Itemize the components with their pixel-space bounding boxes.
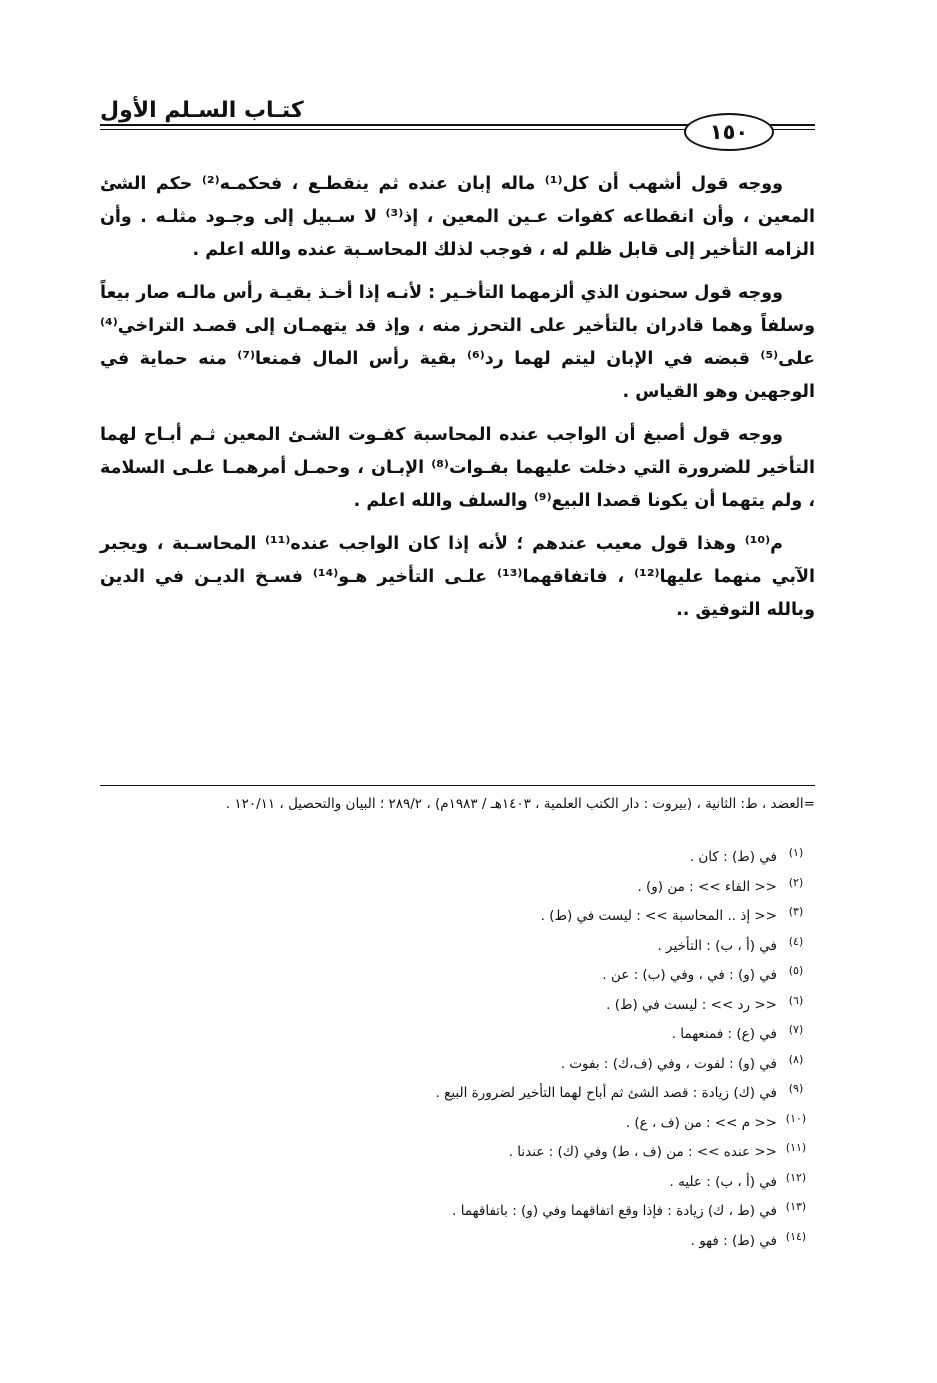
- footnote-text: << م >> : من (ف ، ع) .: [625, 1114, 777, 1131]
- footnote-text: في (ط) : كان .: [689, 849, 777, 865]
- footnote-item: [100, 927, 815, 957]
- footnote-separator: [100, 785, 815, 786]
- footnote-text: << عنده >> : من (ف ، ط) وفي (ك) : عندنا .: [508, 1144, 777, 1160]
- running-header-title: كتـاب السـلم الأول: [100, 98, 304, 123]
- footnote-number: (١٣): [785, 1200, 807, 1213]
- footnote-number: (١٠): [785, 1111, 807, 1125]
- footnote-item: [100, 1015, 815, 1045]
- footnote-number: (٦): [788, 993, 804, 1007]
- footnote-number: (٤): [788, 934, 804, 948]
- footnote-text: في (و) : في ، وفي (ب) : عن .: [602, 967, 777, 983]
- footnote-text: << الفاء >> : من (و) .: [637, 878, 777, 895]
- footnote-item: [100, 1163, 815, 1193]
- paragraph-sahnun: ووجه قول سحنون الذي ألزمهما التأخـير : لأنـه إذا أخـذ بقيـة رأس مالـه صار بيعاً وسلفاً وهما قادران بالتأخير على التحرز منه ، وإذ قد يتهمـان إلى قصـد التراخي⁽⁴⁾ على⁽⁵⁾ قبضه في الإبان ليتم لهما رد⁽⁶⁾ بقية رأس المال فمنعا⁽⁷⁾ منه حماية في الوجهين وهو القياس .: [100, 283, 815, 402]
- footnote-number: (٩): [788, 1082, 804, 1095]
- footnote-number: (٣): [788, 905, 804, 918]
- footnote-number: (١٢): [785, 1170, 807, 1184]
- paragraph-critique: م⁽¹⁰⁾ وهذا قول معيب عندهم ؛ لأنه إذا كان الواجب عنده⁽¹¹⁾ المحاسـبة ، ويجبر الآبي منهما عليها⁽¹²⁾ ، فاتفاقهما⁽¹³⁾ علـى التأخير هـو⁽¹⁴⁾ فسـخ الديـن في الدين وبالله التوفيق ..: [100, 534, 816, 620]
- footnote-number: (٧): [788, 1023, 804, 1036]
- footnote-list: [100, 838, 815, 1251]
- footnote-item: [100, 868, 815, 898]
- paragraph-asbagh: ووجه قول أصبغ أن الواجب عنده المحاسبة كفـوت الشـئ المعين ثـم أبـاح لهما التأخير للضرورة التي دخلت عليهما بفـوات⁽⁸⁾ الإبـان ، وحمـل أمرهمـا علـى السلامة ، ولم يتهما أن يكونا قصدا البيع⁽⁹⁾ والسلف والله اعلم .: [100, 425, 815, 511]
- footnote-item: [100, 956, 815, 986]
- footnote-text: في (أ ، ب) : التأخير .: [657, 937, 777, 954]
- footnote-text: في (أ ، ب) : عليه .: [669, 1173, 777, 1190]
- footnote-text: في (ط ، ك) زيادة : فإذا وقع اتفاقهما وفي (و) : باتفاقهما .: [452, 1203, 777, 1219]
- footnote-text: << رد >> : ليست في (ط) .: [606, 996, 777, 1013]
- footnote-continuation: =العضد ، ط: الثانية ، (بيروت : دار الكتب العلمية ، ١٤٠٣هـ / ١٩٨٣م) ، ٢٨٩/٢ ؛ البيان والتحصيل ، ١٢٠/١١ .: [225, 796, 815, 812]
- footnote-number: (١١): [785, 1141, 807, 1154]
- footnote-text: في (ط) : فهو .: [690, 1232, 777, 1249]
- footnote-text: في (و) : لفوت ، وفي (ف،ك) : بفوت .: [560, 1055, 777, 1072]
- page-number-badge: ١٥٠: [684, 113, 774, 151]
- footnote-text: في (ك) زيادة : قصد الشئ ثم أباح لهما التأخير لضرورة البيع .: [435, 1085, 777, 1101]
- footnote-number: (٥): [788, 964, 804, 977]
- footnote-item: [100, 986, 815, 1016]
- footnote-item: [100, 897, 815, 927]
- footnote-item: [100, 1192, 815, 1222]
- footnote-text: في (ع) : فمنعهما .: [671, 1026, 777, 1042]
- footnote-number: (١): [788, 846, 804, 859]
- footnote-number: (٨): [788, 1052, 804, 1066]
- main-text: [100, 168, 815, 637]
- footnote-number: (٢): [788, 875, 804, 889]
- footnote-item: [100, 1133, 815, 1163]
- footnote-item: [100, 1045, 815, 1075]
- footnote-item: [100, 1074, 815, 1104]
- footnote-item: [100, 838, 815, 868]
- footnote-number: (١٤): [785, 1229, 807, 1243]
- footnote-text: << إذ .. المحاسبة >> : ليست في (ط) .: [540, 908, 777, 924]
- paragraph-ashhab: ووجه قول أشهب أن كل⁽¹⁾ ماله إبان عنده ثم ينقطـع ، فحكمـه⁽²⁾ حكم الشئ المعين ، وأن انقطاعه كفوات عـين المعين ، إذ⁽³⁾ لا سـبيل إلى وجـود مثلـه . وأن الزامه التأخير إلى قابل ظلم له ، فوجب لذلك المحاسـبة عنده والله اعلم .: [100, 174, 815, 260]
